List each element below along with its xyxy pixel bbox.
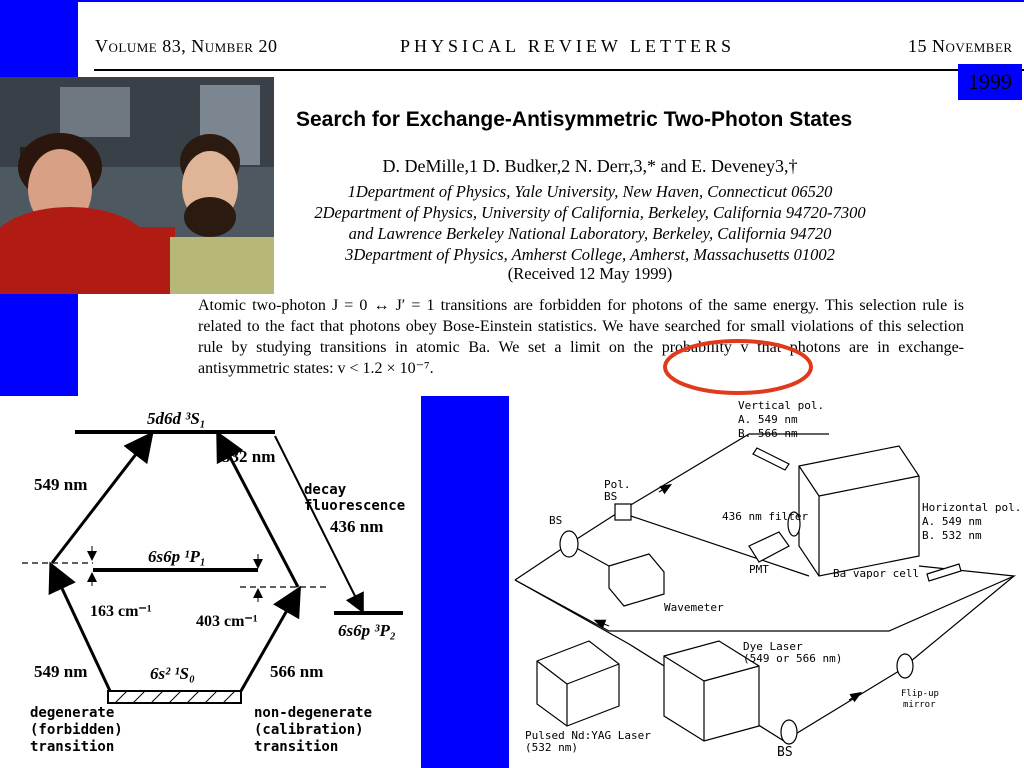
result-highlight-ellipse bbox=[660, 335, 820, 399]
caption-left-2: (forbidden) bbox=[30, 722, 123, 738]
year-badge: 1999 bbox=[958, 64, 1022, 100]
affiliation-1: 1Department of Physics, Yale University, New Haven, Connecticut 06520 bbox=[347, 182, 833, 201]
caption-right-2: (calibration) bbox=[254, 722, 364, 738]
experimental-setup-diagram bbox=[509, 396, 1024, 768]
affiliation-2: 2Department of Physics, University of California, Berkeley, California 94720-7300 bbox=[314, 203, 866, 222]
wavemeter-label: Wavemeter bbox=[664, 601, 724, 614]
caption-right-1: non-degenerate bbox=[254, 705, 373, 721]
pmt-label: PMT bbox=[749, 563, 769, 576]
label-566: 566 nm bbox=[270, 662, 324, 681]
pol-bs-1: Pol. bbox=[604, 478, 631, 491]
label-403: 403 cm⁻¹ bbox=[196, 613, 258, 630]
caption-right-3: transition bbox=[254, 739, 339, 755]
caption-left-1: degenerate bbox=[30, 705, 115, 721]
vertical-pol-2: A. 549 nm bbox=[738, 413, 798, 426]
affiliation-2b: and Lawrence Berkeley National Laboratory, Berkeley, California 94720 bbox=[348, 224, 832, 243]
horizontal-pol-3: B. 532 nm bbox=[922, 529, 982, 542]
center-blue-bar bbox=[421, 396, 509, 768]
received-date: (Received 12 May 1999) bbox=[507, 264, 673, 283]
label-mid-level: 6s6p ¹P₁ bbox=[148, 547, 206, 566]
label-436: 436 nm bbox=[330, 517, 384, 536]
dye-laser-1: Dye Laser bbox=[743, 640, 803, 653]
caption-left-3: transition bbox=[30, 739, 115, 755]
bs-bottom: BS bbox=[777, 745, 793, 760]
vertical-pol-3: B. 566 nm bbox=[738, 427, 798, 440]
yag-2: (532 nm) bbox=[525, 741, 578, 754]
abstract-text: Atomic two-photon J = 0 ↔ J′ = 1 transitions are forbidden for photons of the same energy. This selection rule is related to the fact that photons obey Bose-Einstein statistics. We have searched for small violations of this selection rule by studying transitions in atomic Ba. We set a limit on the probability v that photons are in exchange-antisymmetric states: v < 1.2 × 10⁻⁷. bbox=[198, 297, 964, 377]
label-ground-level: 6s² ¹S₀ bbox=[150, 664, 195, 683]
author-list: D. DeMille,1 D. Budker,2 N. Derr,3,* and E. Deveney3,† bbox=[382, 156, 798, 176]
affiliation-3: 3Department of Physics, Amherst College, Amherst, Massachusetts 01002 bbox=[345, 245, 835, 264]
label-532: 532 nm bbox=[222, 447, 276, 466]
label-decay: decay bbox=[304, 482, 347, 498]
energy-level-diagram bbox=[0, 396, 421, 768]
volume-label: Volume 83, Number 20 bbox=[95, 36, 278, 56]
paper-title: Search for Exchange-Antisymmetric Two-Photon States bbox=[296, 108, 853, 131]
label-549-left: 549 nm bbox=[34, 475, 88, 494]
label-right-level: 6s6p ³P₂ bbox=[338, 621, 396, 640]
top-border bbox=[78, 0, 1024, 2]
pol-bs-2: BS bbox=[604, 490, 618, 503]
flip-mirror-1: Flip-up bbox=[901, 689, 939, 699]
filter-label: 436 nm filter bbox=[722, 510, 809, 523]
issue-date: 15 November bbox=[908, 36, 1013, 56]
dye-laser-2: (549 or 566 nm) bbox=[743, 652, 843, 665]
vapor-cell-label: Ba vapor cell bbox=[833, 567, 920, 580]
label-top-level: 5d6d ³S₁ bbox=[147, 409, 206, 428]
label-549-bottom: 549 nm bbox=[34, 662, 88, 681]
bs-left: BS bbox=[549, 514, 563, 527]
yag-1: Pulsed Nd:YAG Laser bbox=[525, 729, 651, 742]
flip-mirror-2: mirror bbox=[903, 700, 936, 710]
vertical-pol-1: Vertical pol. bbox=[738, 399, 825, 412]
journal-name: PHYSICAL REVIEW LETTERS bbox=[400, 36, 735, 56]
horizontal-pol-1: Horizontal pol. bbox=[922, 501, 1022, 514]
header-rule bbox=[94, 69, 1024, 71]
label-163: 163 cm⁻¹ bbox=[90, 603, 152, 620]
horizontal-pol-2: A. 549 nm bbox=[922, 515, 982, 528]
label-fluorescence: fluorescence bbox=[304, 498, 406, 514]
